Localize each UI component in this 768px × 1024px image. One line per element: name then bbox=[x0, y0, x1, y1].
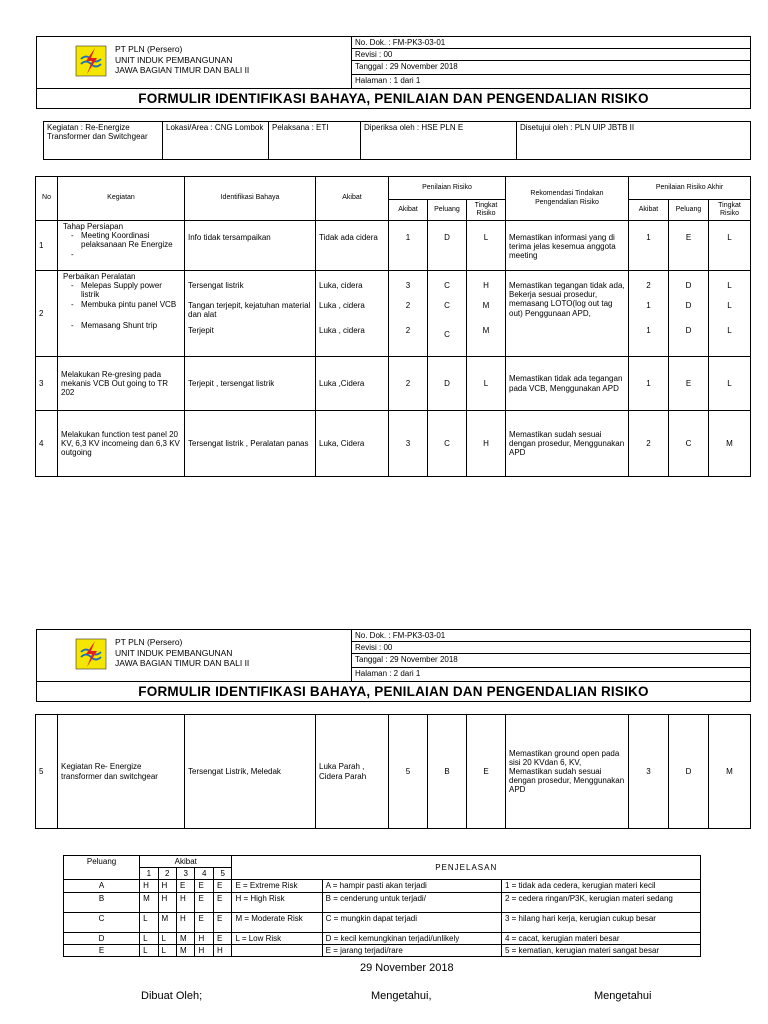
row-akibat bbox=[316, 271, 389, 357]
row-t1-item: M bbox=[482, 326, 490, 335]
doc-no: No. Dok. : FM-PK3-03-01 bbox=[352, 630, 751, 642]
legend-peluang: A bbox=[64, 880, 140, 892]
row-akibat: Luka ,Cidera bbox=[316, 357, 389, 411]
row-p1-item: C bbox=[444, 330, 450, 339]
row-kegiatan: Melakukan Re-gresing pada mekanis VCB Out going to TR 202 bbox=[58, 357, 185, 411]
row-rekomendasi: Memastikan informasi yang di terima jelas kesemua anggota meeting bbox=[506, 221, 629, 271]
row-p1: D bbox=[428, 221, 467, 271]
legend-cell: L bbox=[140, 944, 158, 956]
row-a2: 1 bbox=[629, 221, 669, 271]
row-a1 bbox=[389, 271, 428, 357]
row-a1: 5 bbox=[389, 715, 428, 829]
company-region: JAWA BAGIAN TIMUR DAN BALI II bbox=[115, 658, 250, 668]
legend-akibat-desc: 2 = cedera ringan/P3K, kerugian materi sedang bbox=[501, 892, 700, 912]
doc-halaman: Halaman : 2 dari 1 bbox=[352, 668, 751, 682]
legend-peluang-desc: B = cenderung untuk terjadi/ bbox=[322, 892, 501, 912]
legend-cell: H bbox=[195, 932, 213, 944]
legend-akibat-col: 4 bbox=[195, 868, 213, 880]
list-item bbox=[81, 250, 181, 259]
doc-revisi: Revisi : 00 bbox=[352, 49, 751, 61]
meta-kegiatan: Kegiatan : Re-Energize Transformer dan Switchgear bbox=[44, 122, 163, 160]
row-bahaya: Terjepit , tersengat listrik bbox=[185, 357, 316, 411]
row-t2-item: L bbox=[727, 281, 732, 290]
company-block bbox=[37, 630, 352, 682]
row-bahaya-item: Terjepit bbox=[188, 326, 214, 335]
legend-cell: L bbox=[158, 944, 176, 956]
row-bahaya bbox=[185, 271, 316, 357]
legend-cell: E bbox=[195, 880, 213, 892]
header-table bbox=[36, 36, 751, 109]
legend-cell: H bbox=[177, 892, 195, 912]
legend-cell: M bbox=[158, 912, 176, 932]
row-rekomendasi: Memastikan ground open pada sisi 20 KVdan 6, KV, Memastikan sudah sesuai dengan prosedur, Menggunakan APD bbox=[506, 715, 629, 829]
legend-peluang-desc: C = mungkin dapat terjadi bbox=[322, 912, 501, 932]
row-kegiatan-title: Perbaikan Peralatan bbox=[63, 272, 136, 281]
row-no: 2 bbox=[36, 271, 58, 357]
legend-peluang: C bbox=[64, 912, 140, 932]
legend-akibat-desc: 5 = kematian, kerugian materi sangat besar bbox=[501, 944, 700, 956]
meta-block bbox=[43, 121, 750, 160]
legend-cell: M bbox=[140, 892, 158, 912]
row-rekomendasi: Memastikan tegangan tidak ada, Bekerja sesuai prosedur, memasang LOTO(log out tag out) Penggunaan APD, bbox=[506, 271, 629, 357]
row-akibat-item: Luka, cidera bbox=[319, 281, 363, 290]
row-a2-item: 1 bbox=[646, 301, 651, 310]
legend-cell: H bbox=[140, 880, 158, 892]
row-bahaya: Info tidak tersampaikan bbox=[185, 221, 316, 271]
hdr-kegiatan: Kegiatan bbox=[58, 177, 185, 221]
hdr-akibat: Akibat bbox=[316, 177, 389, 221]
page1-header bbox=[36, 36, 750, 109]
legend-akibat-col: 3 bbox=[177, 868, 195, 880]
hdr-sub-akibat: Akibat bbox=[389, 200, 428, 221]
company-unit: UNIT INDUK PEMBANGUNAN bbox=[115, 647, 233, 658]
legend-cell: L bbox=[140, 932, 158, 944]
doc-revisi: Revisi : 00 bbox=[352, 642, 751, 654]
table-row bbox=[36, 357, 751, 411]
row-kegiatan-title: Tahap Persiapan bbox=[63, 222, 124, 231]
doc-tanggal: Tanggal : 29 November 2018 bbox=[352, 61, 751, 75]
doc-no: No. Dok. : FM-PK3-03-01 bbox=[352, 37, 751, 49]
hdr-no: No bbox=[36, 177, 58, 221]
form-title: FORMULIR IDENTIFIKASI BAHAYA, PENILAIAN DAN PENGENDALIAN RISIKO bbox=[37, 89, 751, 109]
legend-cell: E bbox=[195, 892, 213, 912]
row-p1: D bbox=[428, 357, 467, 411]
row-a1-item: 2 bbox=[405, 326, 411, 335]
legend-peluang: E bbox=[64, 944, 140, 956]
row-no: 1 bbox=[36, 221, 58, 271]
row-a1: 2 bbox=[389, 357, 428, 411]
legend-tingkat: H = High Risk bbox=[232, 892, 322, 912]
legend-akibat-col: 2 bbox=[158, 868, 176, 880]
row-t1: L bbox=[467, 221, 506, 271]
legend-akibat-header: Akibat bbox=[140, 856, 232, 868]
hdr-rekomendasi: Rekomendasi Tindakan Pengendalian Risiko bbox=[506, 177, 629, 221]
row-t1: H bbox=[467, 411, 506, 477]
row-p2: E bbox=[669, 357, 709, 411]
hdr-penilaian-akhir: Penilaian Risiko Akhir bbox=[629, 177, 751, 200]
row-t2: M bbox=[709, 715, 751, 829]
row-kegiatan bbox=[58, 221, 185, 271]
list-item: - Melepas Supply power listrik bbox=[81, 281, 181, 299]
row-akibat-item: Luka , cidera bbox=[319, 301, 365, 310]
legend-tingkat: M = Moderate Risk bbox=[232, 912, 322, 932]
company-region: JAWA BAGIAN TIMUR DAN BALI II bbox=[115, 65, 250, 75]
row-p1-item: C bbox=[444, 301, 450, 310]
legend-cell: E bbox=[213, 932, 231, 944]
row-a2-item: 2 bbox=[646, 281, 651, 290]
row-no: 5 bbox=[36, 715, 58, 829]
company-unit: UNIT INDUK PEMBANGUNAN bbox=[115, 54, 233, 65]
table-row bbox=[36, 221, 751, 271]
row-kegiatan: Kegiatan Re- Energize transformer dan switchgear bbox=[58, 715, 185, 829]
row-t2 bbox=[709, 271, 751, 357]
row-bahaya-item: Tangan terjepit, kejatuhan material dan alat bbox=[188, 301, 311, 320]
legend-cell: M bbox=[177, 932, 195, 944]
row-a1: 1 bbox=[389, 221, 428, 271]
meta-pelaksana: Pelaksana : ETI bbox=[269, 122, 361, 160]
legend-peluang-desc: E = jarang terjadi/rare bbox=[322, 944, 501, 956]
legend-cell: L bbox=[158, 932, 176, 944]
row-akibat: Tidak ada cidera bbox=[316, 221, 389, 271]
row-rekomendasi: Memastikan sudah sesuai dengan prosedur, Menggunakan APD bbox=[506, 411, 629, 477]
meta-lokasi: Lokasi/Area : CNG Lombok bbox=[163, 122, 269, 160]
table-row bbox=[64, 912, 701, 932]
footer-mengetahui-1: Mengetahui, bbox=[371, 990, 432, 1002]
row-t1-item: H bbox=[483, 281, 489, 290]
legend-cell: H bbox=[158, 880, 176, 892]
page2-header bbox=[36, 629, 750, 702]
legend-tingkat: E = Extreme Risk bbox=[232, 880, 322, 892]
row-a1-item: 2 bbox=[405, 301, 411, 310]
legend-peluang-desc: D = kecil kemungkinan terjadi/unlikely bbox=[322, 932, 501, 944]
pln-logo-icon bbox=[75, 638, 107, 670]
row-t2: M bbox=[709, 411, 751, 477]
row-p1-item: C bbox=[444, 281, 450, 290]
company-block bbox=[37, 37, 352, 89]
table-row bbox=[36, 411, 751, 477]
row-p2-item: D bbox=[685, 326, 692, 335]
row-kegiatan bbox=[58, 271, 185, 357]
hdr-sub-tingkat-akhir: Tingkat Risiko bbox=[709, 200, 751, 221]
row-rekomendasi: Memastikan tidak ada tegangan pada VCB, Menggunakan APD bbox=[506, 357, 629, 411]
list-item: - Meeting Koordinasi pelaksanaan Re Energize bbox=[81, 231, 181, 249]
hdr-identifikasi: Identifikasi Bahaya bbox=[185, 177, 316, 221]
row-a1-item: 3 bbox=[405, 281, 411, 290]
row-no: 3 bbox=[36, 357, 58, 411]
pln-logo-icon bbox=[75, 45, 107, 77]
row-akibat: Luka Parah , Cidera Parah bbox=[316, 715, 389, 829]
row-p1: C bbox=[428, 411, 467, 477]
company-name: PT PLN (Persero) bbox=[115, 44, 183, 54]
hdr-sub-peluang-akhir: Peluang bbox=[669, 200, 709, 221]
legend-cell: H bbox=[195, 944, 213, 956]
legend-tingkat: L = Low Risk bbox=[232, 932, 322, 944]
row-bahaya: Tersengat listrik , Peralatan panas bbox=[185, 411, 316, 477]
list-item: - Memasang Shunt trip bbox=[81, 321, 181, 330]
row-kegiatan: Melakukan function test panel 20 KV, 6,3 KV incomeing dan 6,3 KV outgoing bbox=[58, 411, 185, 477]
legend-cell: L bbox=[140, 912, 158, 932]
legend-peluang: D bbox=[64, 932, 140, 944]
legend-cell: E bbox=[213, 892, 231, 912]
meta-disetujui: Disetujui oleh : PLN UIP JBTB II bbox=[517, 122, 751, 160]
row-p2 bbox=[669, 271, 709, 357]
legend-tingkat bbox=[232, 944, 322, 956]
legend-akibat-desc: 1 = tidak ada cedera, kerugian materi kecil bbox=[501, 880, 700, 892]
legend-peluang-desc: A = hampir pasti akan terjadi bbox=[322, 880, 501, 892]
row-a2: 1 bbox=[629, 357, 669, 411]
legend-peluang: B bbox=[64, 892, 140, 912]
row-bahaya: Tersengat Listrik, Meledak bbox=[185, 715, 316, 829]
legend-table bbox=[63, 855, 701, 957]
company-name: PT PLN (Persero) bbox=[115, 637, 183, 647]
footer-date: 29 November 2018 bbox=[360, 962, 454, 974]
legend-cell: H bbox=[177, 912, 195, 932]
row-p2: E bbox=[669, 221, 709, 271]
row-a2: 2 bbox=[629, 411, 669, 477]
row-akibat: Luka, Cidera bbox=[316, 411, 389, 477]
table-row bbox=[64, 944, 701, 956]
row-p1 bbox=[428, 271, 467, 357]
hdr-sub-tingkat: Tingkat Risiko bbox=[467, 200, 506, 221]
legend-cell: E bbox=[213, 912, 231, 932]
row-t2-item: L bbox=[727, 301, 732, 310]
row-t1: E bbox=[467, 715, 506, 829]
row-t2: L bbox=[709, 221, 751, 271]
row-t1-item: M bbox=[482, 301, 490, 310]
row-p2: D bbox=[669, 715, 709, 829]
row-a2: 3 bbox=[629, 715, 669, 829]
legend-cell: M bbox=[177, 944, 195, 956]
row-a2 bbox=[629, 271, 669, 357]
legend-peluang-header: Peluang bbox=[64, 856, 140, 880]
row-p2: C bbox=[669, 411, 709, 477]
risk-table-page2 bbox=[35, 714, 750, 829]
meta-diperiksa: Diperiksa oleh : HSE PLN E bbox=[361, 122, 517, 160]
table-row bbox=[64, 892, 701, 912]
list-item: - Membuka pintu panel VCB bbox=[81, 300, 181, 309]
legend-akibat-desc: 4 = cacat, kerugian materi besar bbox=[501, 932, 700, 944]
row-t1 bbox=[467, 271, 506, 357]
doc-tanggal: Tanggal : 29 November 2018 bbox=[352, 654, 751, 668]
row-p1: B bbox=[428, 715, 467, 829]
risk-table bbox=[35, 176, 750, 477]
legend-cell: E bbox=[195, 912, 213, 932]
legend-akibat-col: 1 bbox=[140, 868, 158, 880]
doc-halaman: Halaman : 1 dari 1 bbox=[352, 75, 751, 89]
row-a2-item: 1 bbox=[646, 326, 651, 335]
row-p2-item: D bbox=[685, 281, 692, 290]
row-akibat-item: Luka , cidera bbox=[319, 326, 365, 335]
row-t1: L bbox=[467, 357, 506, 411]
legend-akibat-desc: 3 = hilang hari kerja, kerugian cukup besar bbox=[501, 912, 700, 932]
table-row bbox=[36, 715, 751, 829]
form-title: FORMULIR IDENTIFIKASI BAHAYA, PENILAIAN DAN PENGENDALIAN RISIKO bbox=[37, 682, 751, 702]
legend-cell: E bbox=[177, 880, 195, 892]
table-row bbox=[64, 932, 701, 944]
hdr-sub-akibat-akhir: Akibat bbox=[629, 200, 669, 221]
row-t2-item: L bbox=[727, 326, 732, 335]
row-bahaya-item: Tersengat listrik bbox=[188, 281, 244, 290]
legend-cell: E bbox=[213, 880, 231, 892]
table-row bbox=[36, 271, 751, 357]
row-t2: L bbox=[709, 357, 751, 411]
row-p2-item: D bbox=[685, 301, 692, 310]
hdr-sub-peluang: Peluang bbox=[428, 200, 467, 221]
footer-mengetahui-2: Mengetahui bbox=[594, 990, 652, 1002]
legend-cell: H bbox=[158, 892, 176, 912]
row-a1: 3 bbox=[389, 411, 428, 477]
hdr-penilaian: Penilaian Risiko bbox=[389, 177, 506, 200]
legend-cell: H bbox=[213, 944, 231, 956]
legend-akibat-col: 5 bbox=[213, 868, 231, 880]
table-row bbox=[64, 880, 701, 892]
row-no: 4 bbox=[36, 411, 58, 477]
legend-penjelasan-header: PENJELASAN bbox=[232, 856, 701, 880]
footer-dibuat: Dibuat Oleh; bbox=[141, 990, 203, 1002]
